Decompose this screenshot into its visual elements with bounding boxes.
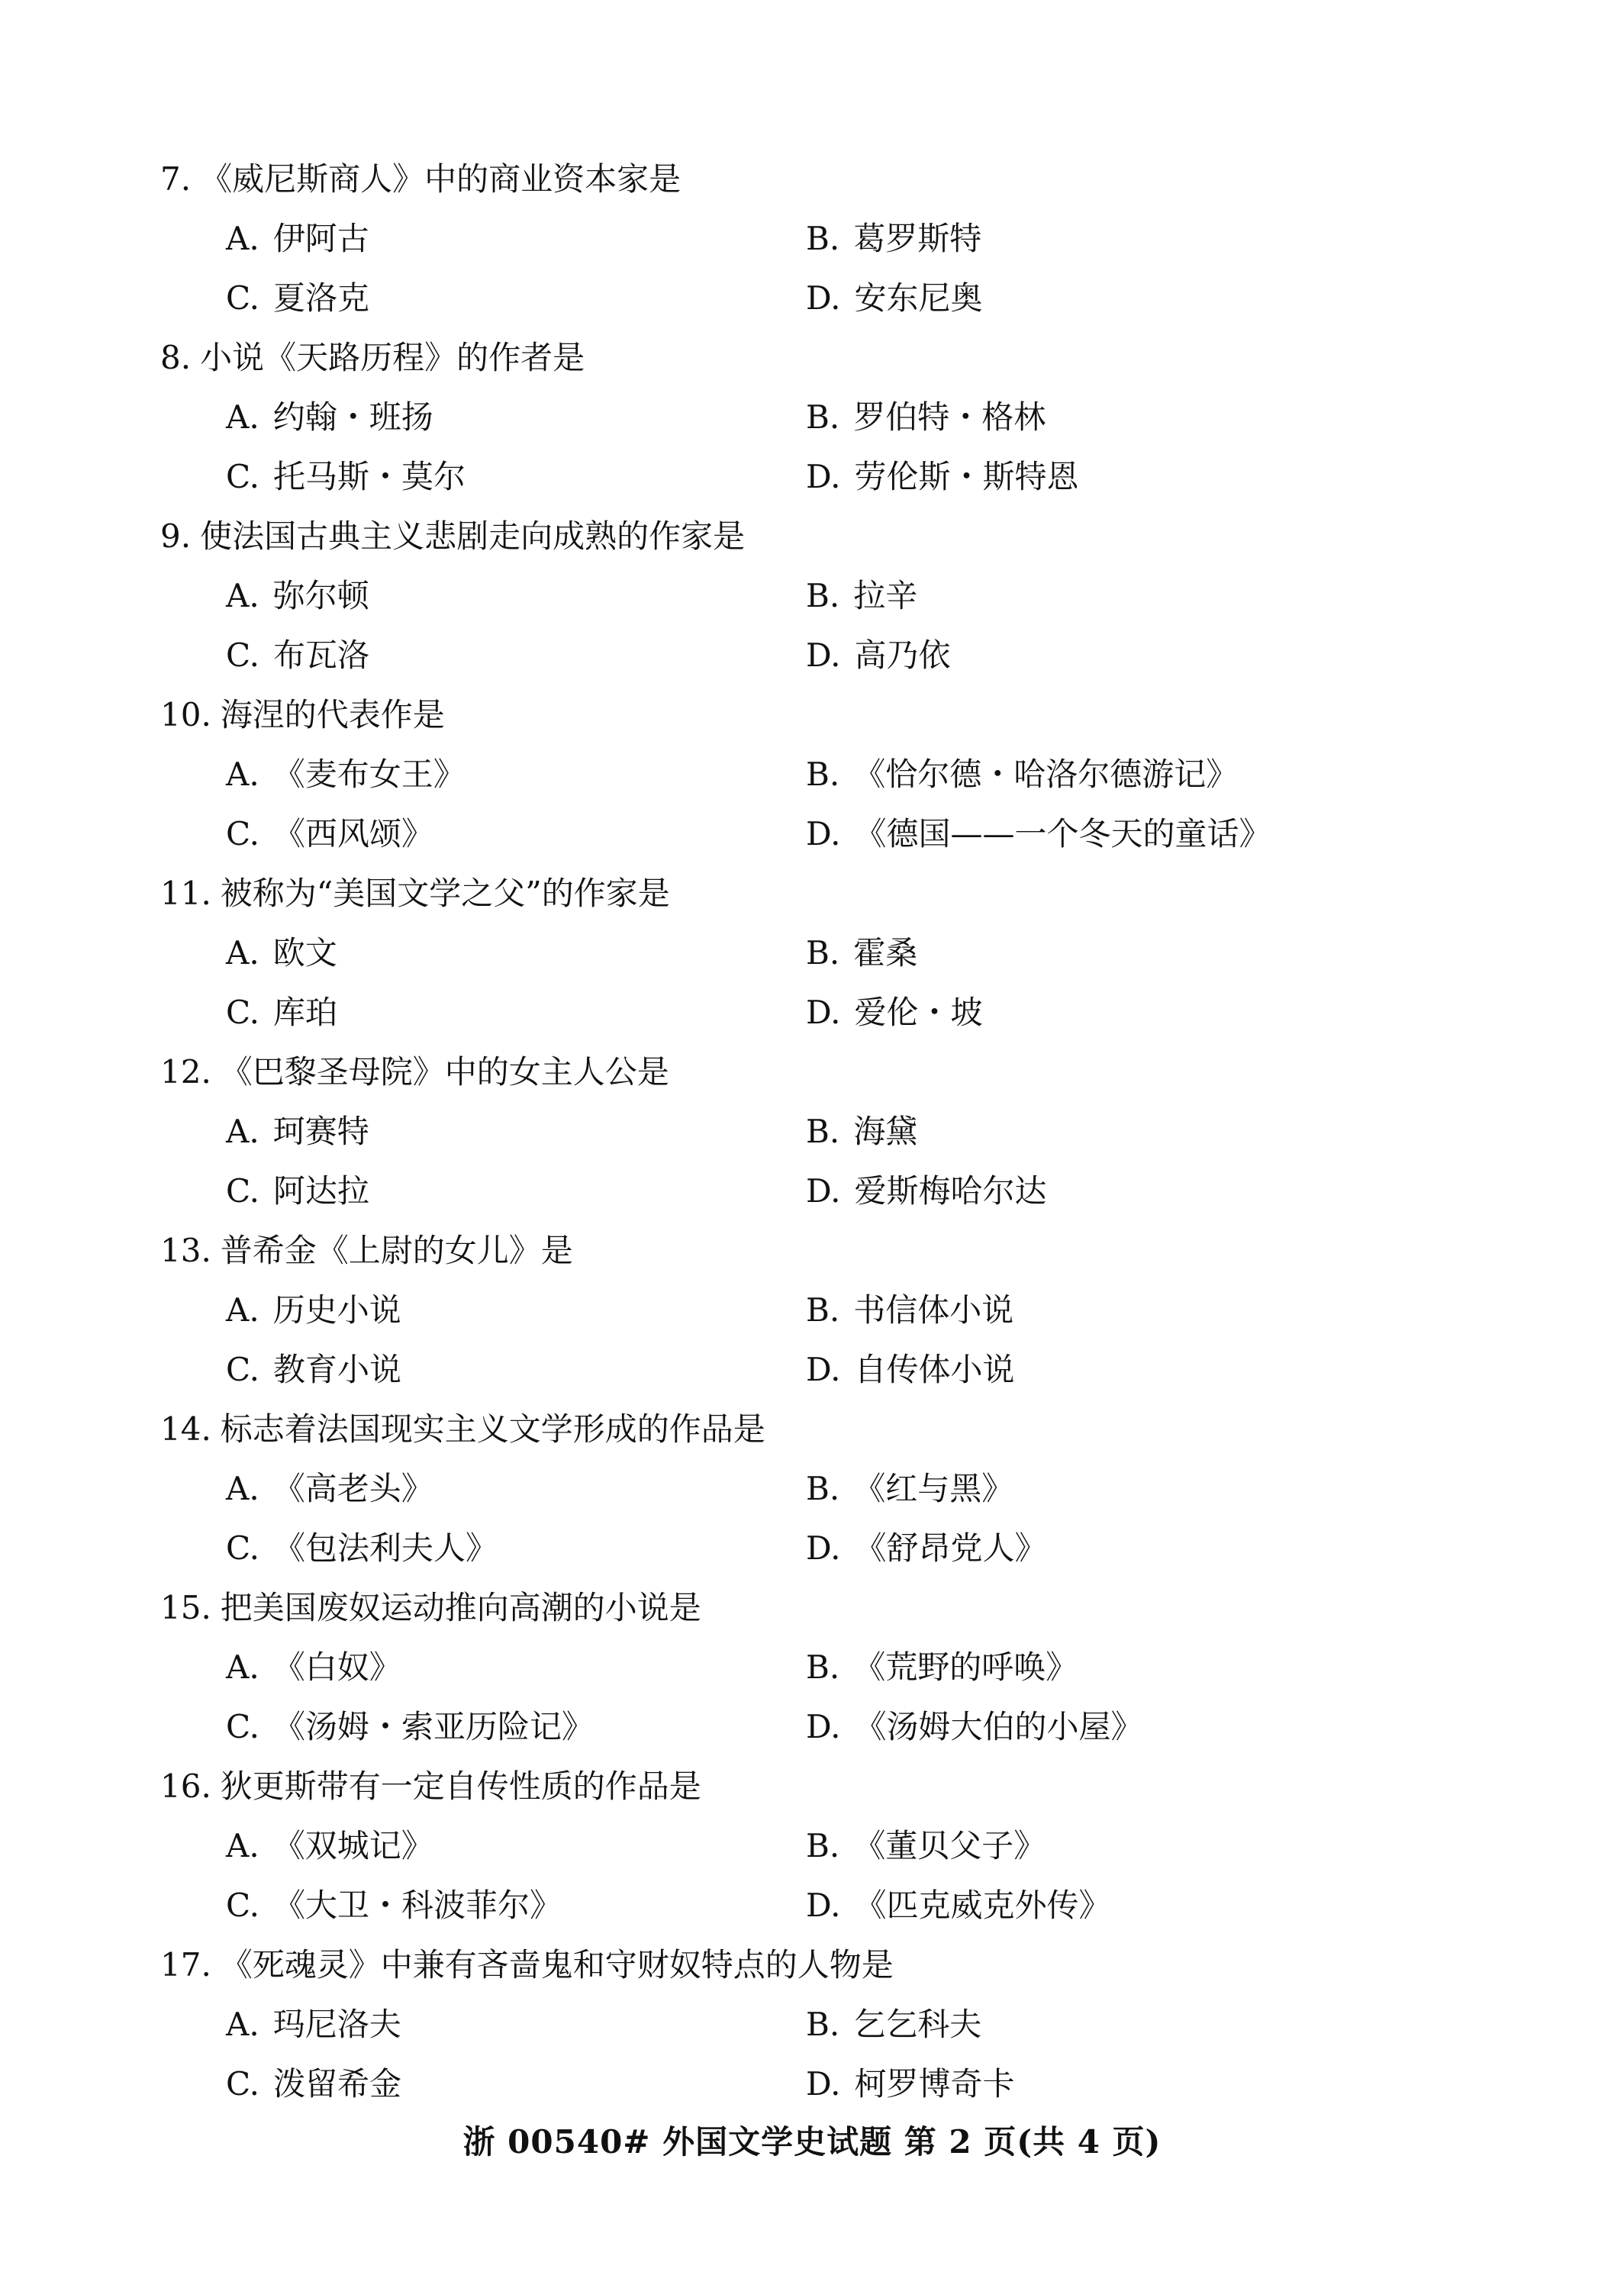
option-c: C. 泼留希金 <box>226 2065 402 2103</box>
question-text: 《死魂灵》中兼有吝啬鬼和守财奴特点的人物是 <box>220 1946 894 1983</box>
question-number: 17. <box>160 1946 211 1983</box>
question-15 <box>160 1578 1496 1757</box>
question-text: 《威尼斯商人》中的商业资本家是 <box>200 160 682 198</box>
question-13 <box>160 1221 1496 1400</box>
option-grid <box>160 209 1496 328</box>
question-stem <box>160 1935 1496 1995</box>
question-14 <box>160 1400 1496 1578</box>
option-grid <box>160 1281 1496 1400</box>
option-b: B. 乞乞科夫 <box>806 2006 982 2043</box>
question-list <box>160 150 1496 2114</box>
question-10 <box>160 685 1496 864</box>
option-b: B. 《荒野的呼唤》 <box>806 1648 1078 1686</box>
question-text: 海涅的代表作是 <box>220 696 445 733</box>
option-grid <box>160 1995 1496 2114</box>
question-number: 11. <box>160 875 211 912</box>
option-b: B. 书信体小说 <box>806 1291 1014 1329</box>
option-d: D. 《汤姆大伯的小屋》 <box>806 1708 1143 1745</box>
option-grid <box>160 566 1496 685</box>
question-text: 狄更斯带有一定自传性质的作品是 <box>220 1767 701 1805</box>
option-grid <box>160 1459 1496 1578</box>
option-b: B. 海黛 <box>806 1113 918 1150</box>
question-12 <box>160 1042 1496 1221</box>
option-grid <box>160 1816 1496 1935</box>
question-number: 16. <box>160 1767 211 1805</box>
option-b: B. 拉辛 <box>806 577 918 614</box>
question-stem <box>160 328 1496 388</box>
option-a: A. 弥尔顿 <box>226 577 369 614</box>
question-text: 使法国古典主义悲剧走向成熟的作家是 <box>200 517 746 555</box>
option-b: B. 《红与黑》 <box>806 1470 1014 1507</box>
question-8 <box>160 328 1496 507</box>
option-d: D. 爱伦・坡 <box>806 994 983 1031</box>
option-a: A. 珂赛特 <box>226 1113 369 1150</box>
question-text: 把美国废奴运动推向高潮的小说是 <box>220 1589 701 1626</box>
option-c: C. 《汤姆・索亚历险记》 <box>226 1708 594 1745</box>
option-d: D. 高乃依 <box>806 636 951 674</box>
option-c: C. 《包法利夫人》 <box>226 1529 498 1567</box>
question-stem <box>160 1757 1496 1816</box>
option-c: C. 阿达拉 <box>226 1172 370 1210</box>
option-b: B. 《董贝父子》 <box>806 1827 1046 1864</box>
option-a: A. 伊阿古 <box>226 220 369 257</box>
option-d: D. 《匹克威克外传》 <box>806 1887 1111 1924</box>
option-grid <box>160 1102 1496 1221</box>
option-grid <box>160 923 1496 1042</box>
option-a: A. 历史小说 <box>226 1291 401 1329</box>
question-text: 《巴黎圣母院》中的女主人公是 <box>220 1053 669 1091</box>
option-d: D. 爱斯梅哈尔达 <box>806 1172 1047 1210</box>
question-number: 14. <box>160 1410 211 1448</box>
option-a: A. 《双城记》 <box>226 1827 433 1864</box>
question-11 <box>160 864 1496 1042</box>
question-stem <box>160 1042 1496 1102</box>
question-number: 13. <box>160 1232 211 1269</box>
option-d: D. 安东尼奥 <box>806 279 983 317</box>
question-number: 15. <box>160 1589 211 1626</box>
question-stem <box>160 685 1496 745</box>
question-stem <box>160 1400 1496 1459</box>
question-stem <box>160 507 1496 566</box>
option-b: B. 《恰尔德・哈洛尔德游记》 <box>806 756 1239 793</box>
question-7 <box>160 150 1496 328</box>
question-text: 标志着法国现实主义文学形成的作品是 <box>220 1410 765 1448</box>
question-number: 8. <box>160 339 192 376</box>
option-a: A. 《白奴》 <box>226 1648 401 1686</box>
option-d: D. 劳伦斯・斯特恩 <box>806 458 1079 495</box>
option-c: C. 库珀 <box>226 994 338 1031</box>
question-number: 7. <box>160 160 192 198</box>
option-d: D. 《德国——一个冬天的童话》 <box>806 815 1271 852</box>
option-b: B. 罗伯特・格林 <box>806 398 1046 436</box>
option-a: A. 《麦布女王》 <box>226 756 466 793</box>
question-stem <box>160 1578 1496 1638</box>
question-stem <box>160 150 1496 209</box>
page-footer: 浙 00540# 外国文学史试题 第 2 页(共 4 页) <box>462 2123 1162 2161</box>
option-c: C. 《西风颂》 <box>226 815 434 852</box>
option-grid <box>160 745 1496 864</box>
option-a: A. 《高老头》 <box>226 1470 433 1507</box>
option-d: D. 柯罗博奇卡 <box>806 2065 1015 2103</box>
option-a: A. 约翰・班扬 <box>226 398 433 436</box>
option-c: C. 托马斯・莫尔 <box>226 458 466 495</box>
question-text: 被称为“美国文学之父”的作家是 <box>220 875 670 912</box>
option-b: B. 霍桑 <box>806 934 918 972</box>
option-grid <box>160 1638 1496 1757</box>
question-17 <box>160 1935 1496 2114</box>
option-d: D. 《舒昂党人》 <box>806 1529 1047 1567</box>
option-grid <box>160 388 1496 507</box>
question-stem <box>160 864 1496 923</box>
question-text: 普希金《上尉的女儿》是 <box>220 1232 573 1269</box>
option-c: C. 《大卫・科波菲尔》 <box>226 1887 562 1924</box>
question-9 <box>160 507 1496 685</box>
option-b: B. 葛罗斯特 <box>806 220 982 257</box>
option-c: C. 夏洛克 <box>226 279 370 317</box>
question-number: 12. <box>160 1053 211 1091</box>
option-a: A. 欧文 <box>226 934 337 972</box>
question-number: 10. <box>160 696 211 733</box>
option-a: A. 玛尼洛夫 <box>226 2006 401 2043</box>
question-text: 小说《天路历程》的作者是 <box>200 339 585 376</box>
question-number: 9. <box>160 517 192 555</box>
option-c: C. 教育小说 <box>226 1351 402 1388</box>
question-16 <box>160 1757 1496 1935</box>
option-c: C. 布瓦洛 <box>226 636 370 674</box>
option-d: D. 自传体小说 <box>806 1351 1015 1388</box>
question-stem <box>160 1221 1496 1281</box>
